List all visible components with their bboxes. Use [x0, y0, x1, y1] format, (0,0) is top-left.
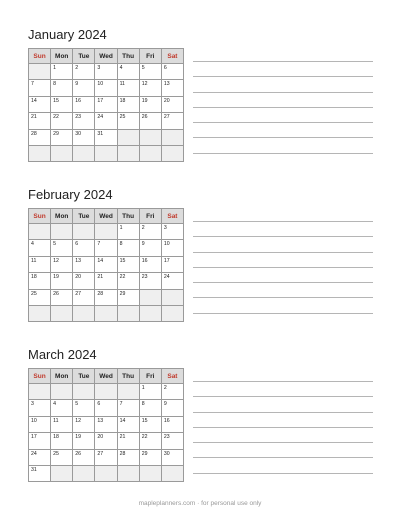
day-cell: 15	[139, 416, 161, 432]
empty-day-cell	[139, 465, 161, 481]
weekday-header: Fri	[139, 209, 161, 224]
day-cell: 23	[73, 113, 95, 129]
day-cell: 28	[29, 129, 51, 145]
note-line	[193, 221, 373, 222]
day-cell: 9	[139, 240, 161, 256]
day-cell: 6	[95, 400, 117, 416]
weekday-header: Tue	[73, 209, 95, 224]
week-row	[29, 256, 184, 272]
week-row	[29, 384, 184, 400]
day-cell: 17	[161, 256, 183, 272]
note-line	[193, 457, 373, 458]
day-cell: 19	[139, 96, 161, 112]
empty-day-cell	[139, 305, 161, 321]
day-cell: 21	[95, 273, 117, 289]
day-cell: 2	[139, 224, 161, 240]
note-line	[193, 122, 373, 123]
weekday-header-row	[29, 49, 184, 64]
day-cell: 13	[161, 80, 183, 96]
empty-day-cell	[29, 64, 51, 80]
empty-day-cell	[29, 224, 51, 240]
note-line	[193, 381, 373, 382]
day-cell: 16	[139, 256, 161, 272]
day-cell: 24	[95, 113, 117, 129]
day-cell: 7	[117, 400, 139, 416]
week-row	[29, 240, 184, 256]
week-row	[29, 129, 184, 145]
day-cell: 4	[51, 400, 73, 416]
day-cell: 5	[73, 400, 95, 416]
day-cell: 28	[117, 449, 139, 465]
empty-day-cell	[29, 384, 51, 400]
weekday-header: Sat	[161, 209, 183, 224]
calendar-grid	[28, 368, 184, 482]
day-cell: 28	[95, 289, 117, 305]
day-cell: 14	[95, 256, 117, 272]
day-cell: 11	[29, 256, 51, 272]
day-cell: 18	[51, 433, 73, 449]
day-cell: 13	[73, 256, 95, 272]
notes-lines	[193, 221, 373, 328]
empty-day-cell	[139, 129, 161, 145]
note-line	[193, 153, 373, 154]
day-cell: 31	[95, 129, 117, 145]
day-cell: 1	[51, 64, 73, 80]
note-line	[193, 137, 373, 138]
day-cell: 5	[51, 240, 73, 256]
day-cell: 6	[73, 240, 95, 256]
day-cell: 25	[29, 289, 51, 305]
day-cell: 4	[117, 64, 139, 80]
day-cell: 27	[73, 289, 95, 305]
empty-day-cell	[95, 384, 117, 400]
day-cell: 10	[29, 416, 51, 432]
empty-day-cell	[161, 129, 183, 145]
day-cell: 7	[29, 80, 51, 96]
empty-day-cell	[161, 305, 183, 321]
week-row	[29, 224, 184, 240]
day-cell: 9	[161, 400, 183, 416]
day-cell: 26	[51, 289, 73, 305]
day-cell: 8	[117, 240, 139, 256]
weekday-header: Sun	[29, 49, 51, 64]
note-line	[193, 442, 373, 443]
notes-lines	[193, 61, 373, 168]
day-cell: 21	[29, 113, 51, 129]
weekday-header: Thu	[117, 209, 139, 224]
week-row	[29, 305, 184, 321]
note-line	[193, 282, 373, 283]
empty-day-cell	[95, 305, 117, 321]
note-line	[193, 473, 373, 474]
week-row	[29, 289, 184, 305]
empty-day-cell	[117, 384, 139, 400]
weekday-header-row	[29, 209, 184, 224]
day-cell: 22	[139, 433, 161, 449]
day-cell: 19	[51, 273, 73, 289]
note-line	[193, 297, 373, 298]
empty-day-cell	[73, 145, 95, 161]
day-cell: 15	[51, 96, 73, 112]
day-cell: 25	[117, 113, 139, 129]
day-cell: 26	[139, 113, 161, 129]
weekday-header: Tue	[73, 49, 95, 64]
note-line	[193, 76, 373, 77]
day-cell: 21	[117, 433, 139, 449]
day-cell: 17	[95, 96, 117, 112]
note-line	[193, 396, 373, 397]
calendar-grid	[28, 48, 184, 162]
day-cell: 8	[139, 400, 161, 416]
day-cell: 9	[73, 80, 95, 96]
empty-day-cell	[161, 145, 183, 161]
day-cell: 1	[139, 384, 161, 400]
note-line	[193, 313, 373, 314]
day-cell: 10	[161, 240, 183, 256]
empty-day-cell	[117, 129, 139, 145]
month-block	[28, 346, 373, 473]
footer-text: mapleplanners.com · for personal use only	[138, 500, 262, 507]
day-cell: 14	[117, 416, 139, 432]
day-cell: 29	[139, 449, 161, 465]
empty-day-cell	[161, 465, 183, 481]
day-cell: 13	[95, 416, 117, 432]
day-cell: 19	[73, 433, 95, 449]
day-cell: 22	[117, 273, 139, 289]
weekday-header-row	[29, 369, 184, 384]
weekday-header: Fri	[139, 369, 161, 384]
week-row	[29, 113, 184, 129]
week-row	[29, 433, 184, 449]
weekday-header: Wed	[95, 369, 117, 384]
day-cell: 25	[51, 449, 73, 465]
day-cell: 29	[51, 129, 73, 145]
week-row	[29, 96, 184, 112]
calendar-grid	[28, 208, 184, 322]
day-cell: 12	[73, 416, 95, 432]
weekday-header: Fri	[139, 49, 161, 64]
empty-day-cell	[29, 145, 51, 161]
weekday-header: Thu	[117, 49, 139, 64]
empty-day-cell	[73, 305, 95, 321]
note-line	[193, 61, 373, 62]
day-cell: 23	[139, 273, 161, 289]
week-row	[29, 465, 184, 481]
month-title: March 2024	[28, 347, 97, 362]
day-cell: 4	[29, 240, 51, 256]
empty-day-cell	[95, 224, 117, 240]
empty-day-cell	[51, 465, 73, 481]
weekday-header: Wed	[95, 209, 117, 224]
empty-day-cell	[51, 224, 73, 240]
day-cell: 3	[95, 64, 117, 80]
day-cell: 18	[117, 96, 139, 112]
weekday-header: Sat	[161, 369, 183, 384]
empty-day-cell	[95, 145, 117, 161]
day-cell: 8	[51, 80, 73, 96]
week-row	[29, 80, 184, 96]
empty-day-cell	[95, 465, 117, 481]
day-cell: 1	[117, 224, 139, 240]
empty-day-cell	[51, 145, 73, 161]
note-line	[193, 236, 373, 237]
month-title: January 2024	[28, 27, 107, 42]
week-row	[29, 416, 184, 432]
day-cell: 12	[51, 256, 73, 272]
day-cell: 24	[161, 273, 183, 289]
day-cell: 15	[117, 256, 139, 272]
weekday-header: Sun	[29, 209, 51, 224]
month-title: February 2024	[28, 187, 113, 202]
week-row	[29, 64, 184, 80]
day-cell: 27	[161, 113, 183, 129]
empty-day-cell	[51, 384, 73, 400]
empty-day-cell	[117, 305, 139, 321]
note-line	[193, 427, 373, 428]
day-cell: 16	[161, 416, 183, 432]
weekday-header: Mon	[51, 369, 73, 384]
day-cell: 16	[73, 96, 95, 112]
weekday-header: Tue	[73, 369, 95, 384]
day-cell: 24	[29, 449, 51, 465]
day-cell: 20	[161, 96, 183, 112]
day-cell: 22	[51, 113, 73, 129]
empty-day-cell	[139, 289, 161, 305]
month-block	[28, 186, 373, 297]
day-cell: 31	[29, 465, 51, 481]
day-cell: 10	[95, 80, 117, 96]
note-line	[193, 107, 373, 108]
day-cell: 14	[29, 96, 51, 112]
weekday-header: Mon	[51, 49, 73, 64]
empty-day-cell	[117, 465, 139, 481]
day-cell: 27	[95, 449, 117, 465]
note-line	[193, 267, 373, 268]
weekday-header: Mon	[51, 209, 73, 224]
empty-day-cell	[73, 465, 95, 481]
empty-day-cell	[139, 145, 161, 161]
empty-day-cell	[161, 289, 183, 305]
day-cell: 29	[117, 289, 139, 305]
week-row	[29, 400, 184, 416]
notes-lines	[193, 381, 373, 488]
day-cell: 2	[161, 384, 183, 400]
week-row	[29, 273, 184, 289]
day-cell: 30	[161, 449, 183, 465]
month-block	[28, 26, 373, 137]
empty-day-cell	[29, 305, 51, 321]
day-cell: 7	[95, 240, 117, 256]
week-row	[29, 449, 184, 465]
weekday-header: Thu	[117, 369, 139, 384]
day-cell: 11	[117, 80, 139, 96]
day-cell: 18	[29, 273, 51, 289]
empty-day-cell	[51, 305, 73, 321]
note-line	[193, 92, 373, 93]
week-row	[29, 145, 184, 161]
day-cell: 3	[161, 224, 183, 240]
empty-day-cell	[117, 145, 139, 161]
day-cell: 2	[73, 64, 95, 80]
day-cell: 30	[73, 129, 95, 145]
weekday-header: Sun	[29, 369, 51, 384]
day-cell: 6	[161, 64, 183, 80]
empty-day-cell	[73, 384, 95, 400]
day-cell: 26	[73, 449, 95, 465]
day-cell: 12	[139, 80, 161, 96]
empty-day-cell	[73, 224, 95, 240]
day-cell: 11	[51, 416, 73, 432]
weekday-header: Sat	[161, 49, 183, 64]
day-cell: 17	[29, 433, 51, 449]
note-line	[193, 412, 373, 413]
day-cell: 20	[95, 433, 117, 449]
day-cell: 3	[29, 400, 51, 416]
day-cell: 23	[161, 433, 183, 449]
note-line	[193, 252, 373, 253]
day-cell: 20	[73, 273, 95, 289]
weekday-header: Wed	[95, 49, 117, 64]
day-cell: 5	[139, 64, 161, 80]
